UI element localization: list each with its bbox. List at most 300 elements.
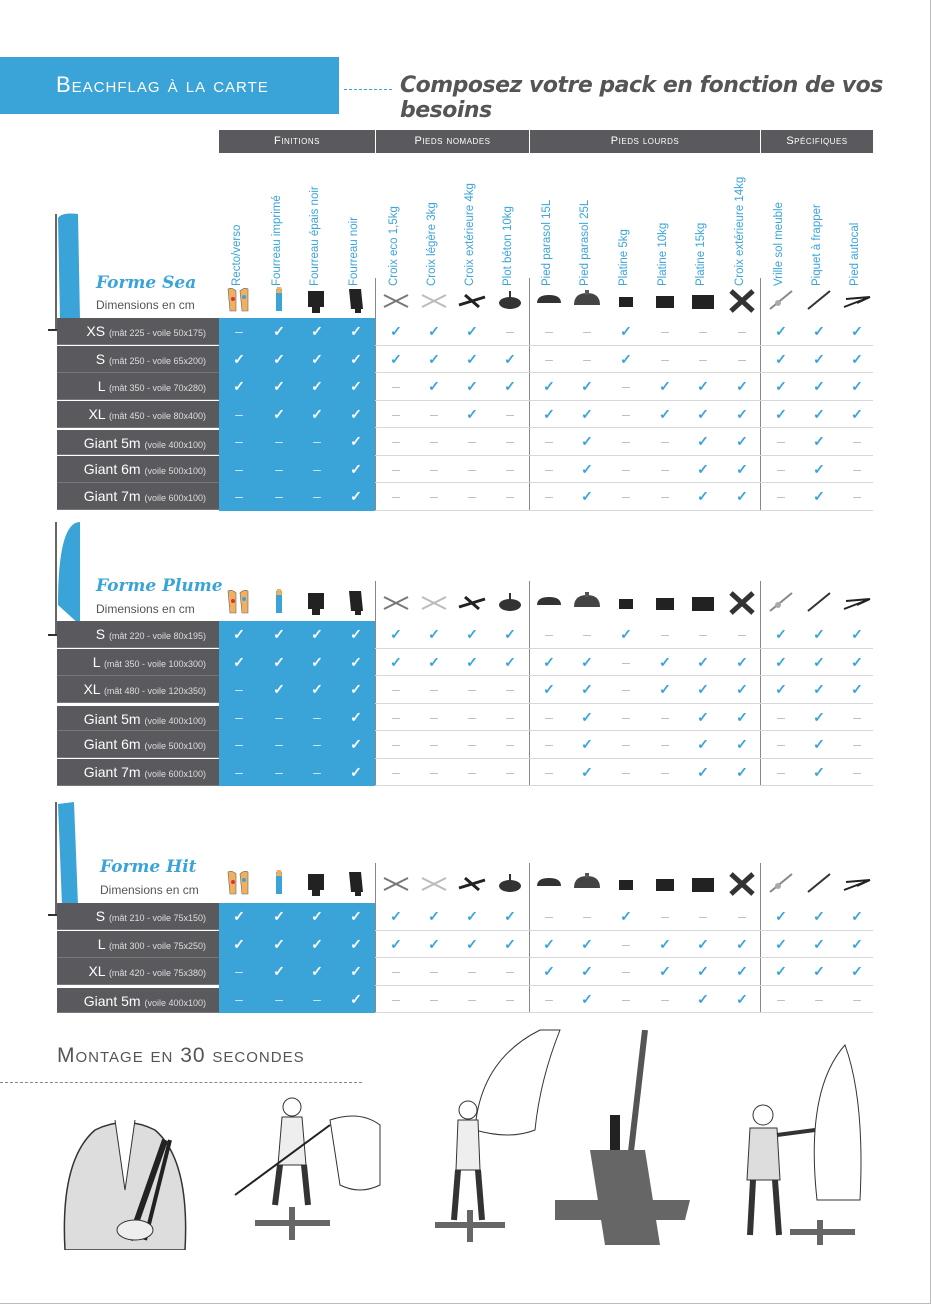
row-size: XL [83,681,104,697]
check-icon: ✓ [466,378,478,394]
row-dimensions: (mât 220 - voile 80x195) [108,631,206,641]
dash-icon: – [392,763,400,780]
row-dimensions: (mât 300 - voile 75x250) [108,940,206,951]
check-icon: ✓ [736,708,748,725]
page-subtitle: Composez votre pack en fonction de vos besoins [400,73,883,123]
dash-icon: – [468,963,476,979]
table-row-label [57,931,219,958]
check-icon: ✓ [775,350,787,367]
section-title: Forme Plume [96,576,223,596]
dash-icon: – [506,405,514,422]
check-icon: ✓ [428,323,440,339]
dash-icon: – [622,963,630,979]
column-header: Croix légère 3kg [426,202,438,286]
dash-icon: – [430,963,438,979]
dash-icon: – [738,323,746,339]
dash-icon: – [853,763,861,780]
dash-icon: – [506,488,514,504]
check-icon: ✓ [466,935,478,952]
dash-icon: – [545,488,553,504]
dash-icon: – [545,626,553,642]
check-icon: ✓ [581,405,593,422]
dash-icon: – [661,990,669,1007]
dash-icon: – [661,708,669,725]
row-dimensions: (mât 420 - voile 75x380) [108,968,206,978]
check-icon: ✓ [736,433,748,449]
dash-icon: – [853,736,861,752]
tripod-icon [842,587,872,615]
parasol-15-icon [534,285,564,313]
check-icon: ✓ [350,460,362,477]
plate-10-icon [650,285,680,313]
check-icon: ✓ [273,378,285,394]
dash-icon: – [235,708,243,725]
row-size: Giant 7m [83,763,145,780]
column-header: Plot béton 10kg [502,206,514,286]
check-icon: ✓ [813,736,825,752]
dash-icon: – [777,708,785,725]
column-header: Fourreau imprimé [271,195,283,286]
dash-icon: – [392,681,400,697]
dash-icon: – [777,460,785,477]
dash-icon: – [815,990,823,1007]
row-size: Giant 6m [83,736,145,752]
check-icon: ✓ [390,626,402,642]
plate-15-icon [688,587,718,615]
dash-icon: – [777,990,785,1007]
dash-icon: – [468,990,476,1007]
dash-icon: – [622,681,630,697]
check-icon: ✓ [697,681,709,697]
check-icon: ✓ [736,378,748,394]
check-icon: ✓ [233,908,245,924]
dash-icon: – [430,460,438,477]
dash-icon: – [468,433,476,449]
check-icon: ✓ [543,378,555,394]
check-icon: ✓ [581,736,593,752]
dash-icon: – [392,736,400,752]
tripod-icon [842,868,872,896]
check-icon: ✓ [350,990,362,1007]
dash-icon: – [392,963,400,979]
check-icon: ✓ [736,935,748,952]
group-pieds-nomades: Pieds nomades [376,130,529,153]
dash-icon: – [392,990,400,1007]
ground-spike-icon [766,285,796,313]
row-size: S [95,908,109,924]
check-icon: ✓ [543,653,555,670]
cross-light-icon [419,285,449,313]
check-icon: ✓ [273,653,285,670]
check-icon: ✓ [350,681,362,697]
assembly-step-5-illustration [735,1040,875,1250]
montage-title: Montage en 30 secondes [57,1044,305,1067]
row-size: L [97,378,109,394]
dash-icon: – [622,488,630,504]
dash-icon: – [313,433,321,449]
check-icon: ✓ [581,460,593,477]
parasol-15-icon [534,587,564,615]
dash-icon: – [853,460,861,477]
dash-icon: – [699,350,707,367]
dash-icon: – [430,736,438,752]
check-icon: ✓ [428,350,440,367]
check-icon: ✓ [813,653,825,670]
assembly-step-3-illustration [430,1020,570,1245]
row-size: S [95,350,109,367]
black-sleeve-icon [341,868,371,896]
cross-eco-icon [381,868,411,896]
check-icon: ✓ [659,653,671,670]
check-icon: ✓ [390,653,402,670]
check-icon: ✓ [736,681,748,697]
dash-icon: – [738,626,746,642]
row-dimensions: (voile 600x100) [144,493,206,503]
dash-icon: – [506,990,514,1007]
check-icon: ✓ [350,908,362,924]
check-icon: ✓ [659,963,671,979]
check-icon: ✓ [851,681,863,697]
dash-icon: – [622,653,630,670]
row-dimensions: (mât 225 - voile 50x175) [108,328,206,338]
dash-icon: – [545,433,553,449]
dash-icon: – [430,763,438,780]
dash-icon: – [275,488,283,504]
row-size: Giant 5m [83,992,145,1009]
check-icon: ✓ [350,653,362,670]
flag-pair-icon [224,868,254,896]
dash-icon: – [583,908,591,924]
row-dimensions: (mât 250 - voile 65x200) [108,355,206,366]
plate-10-icon [650,868,680,896]
dash-icon: – [275,990,283,1007]
check-icon: ✓ [813,935,825,952]
flag-pair-icon [224,587,254,615]
row-size: Giant 7m [83,488,145,504]
dash-icon: – [313,460,321,477]
row-dimensions: (mât 450 - voile 80x400) [108,410,206,421]
dash-icon: – [313,708,321,725]
check-icon: ✓ [233,626,245,642]
check-icon: ✓ [659,378,671,394]
check-icon: ✓ [581,763,593,780]
dash-icon: – [699,323,707,339]
check-icon: ✓ [273,935,285,952]
table-row-label [57,428,219,455]
column-header: Croix eco 1,5kg [388,206,400,286]
check-icon: ✓ [466,405,478,422]
dash-icon: – [506,963,514,979]
check-icon: ✓ [697,433,709,449]
check-icon: ✓ [736,488,748,504]
table-row-label [57,456,219,483]
dash-icon: – [545,323,553,339]
dash-icon: – [506,708,514,725]
parasol-15-icon [534,868,564,896]
check-icon: ✓ [775,626,787,642]
dash-icon: – [738,908,746,924]
dash-icon: – [777,433,785,449]
check-icon: ✓ [311,935,323,952]
column-header: Piquet à frapper [811,204,823,286]
dash-icon: – [661,323,669,339]
dash-icon: – [235,405,243,422]
dash-icon: – [506,736,514,752]
dash-icon: – [313,488,321,504]
check-icon: ✓ [233,350,245,367]
section-subtitle: Dimensions en cm [96,602,195,616]
table-row-label [57,958,219,985]
dash-icon: – [468,460,476,477]
dash-icon: – [661,460,669,477]
page-title: Beachflag à la carte [0,57,339,114]
dash-icon: – [622,763,630,780]
check-icon: ✓ [813,963,825,979]
check-icon: ✓ [428,908,440,924]
dash-icon: – [661,908,669,924]
dash-icon: – [430,405,438,422]
check-icon: ✓ [350,708,362,725]
row-size: XL [88,405,109,422]
check-icon: ✓ [851,378,863,394]
row-dimensions: (mât 480 - voile 120x350) [103,686,206,696]
check-icon: ✓ [813,681,825,697]
check-icon: ✓ [697,736,709,752]
plate-5-icon [611,285,641,313]
check-icon: ✓ [543,405,555,422]
check-icon: ✓ [390,935,402,952]
ground-spike-icon [766,868,796,896]
check-icon: ✓ [813,405,825,422]
plate-10-icon [650,587,680,615]
hammer-peg-icon [804,285,834,313]
check-icon: ✓ [466,323,478,339]
black-sleeve-icon [341,285,371,313]
check-icon: ✓ [697,653,709,670]
dash-icon: – [430,990,438,1007]
table-row-label [57,704,219,731]
dash-icon: – [235,763,243,780]
column-header: Platine 10kg [657,222,669,286]
check-icon: ✓ [581,378,593,394]
check-icon: ✓ [813,433,825,449]
dash-icon: – [506,323,514,339]
dash-icon: – [235,736,243,752]
dash-icon: – [545,990,553,1007]
section-subtitle: Dimensions en cm [100,883,199,897]
dash-icon: – [622,736,630,752]
check-icon: ✓ [736,963,748,979]
cross-light-icon [419,587,449,615]
dash-icon: – [777,488,785,504]
table-row-label [57,621,219,648]
parasol-25-icon [572,868,602,896]
section-subtitle: Dimensions en cm [96,298,195,312]
row-size: S [95,626,109,642]
check-icon: ✓ [659,681,671,697]
dash-icon: – [853,488,861,504]
dash-icon: – [430,708,438,725]
check-icon: ✓ [697,378,709,394]
check-icon: ✓ [428,935,440,952]
check-icon: ✓ [775,681,787,697]
dash-icon: – [468,681,476,697]
dash-icon: – [661,350,669,367]
dash-icon: – [853,990,861,1007]
dash-icon: – [275,708,283,725]
concrete-block-icon [495,587,525,615]
row-size: XL [88,963,109,979]
check-icon: ✓ [350,405,362,422]
check-icon: ✓ [813,350,825,367]
check-icon: ✓ [851,350,863,367]
dash-icon: – [235,963,243,979]
check-icon: ✓ [311,378,323,394]
check-icon: ✓ [311,323,323,339]
table-row-label [57,373,219,400]
dash-icon: – [622,990,630,1007]
check-icon: ✓ [813,708,825,725]
dash-icon: – [622,935,630,952]
dash-icon: – [468,488,476,504]
check-icon: ✓ [350,935,362,952]
row-dimensions: (voile 500x100) [144,465,206,476]
check-icon: ✓ [775,653,787,670]
check-icon: ✓ [350,626,362,642]
dash-icon: – [313,990,321,1007]
cross-light-icon [419,868,449,896]
check-icon: ✓ [466,653,478,670]
parasol-25-icon [572,285,602,313]
row-dimensions: (mât 350 - voile 70x280) [108,383,206,393]
dash-icon: – [430,681,438,697]
dash-icon: – [699,626,707,642]
dash-icon: – [545,736,553,752]
table-row-label [57,903,219,930]
cross-14-icon [727,868,757,896]
check-icon: ✓ [813,488,825,504]
row-size: Giant 5m [83,435,145,451]
table-row-label [57,759,219,786]
dash-icon: – [583,626,591,642]
dash-icon: – [661,736,669,752]
dash-icon: – [622,460,630,477]
check-icon: ✓ [851,908,863,924]
check-icon: ✓ [851,405,863,422]
dash-icon: – [545,763,553,780]
table-row-label [57,346,219,373]
dash-icon: – [392,405,400,422]
check-icon: ✓ [350,963,362,979]
column-header: Fourreau noir [348,216,360,286]
check-icon: ✓ [428,653,440,670]
cross-outdoor-icon [457,285,487,313]
check-icon: ✓ [851,626,863,642]
table-row-label [57,676,219,703]
column-header: Vrille sol meuble [773,202,785,286]
check-icon: ✓ [851,935,863,952]
check-icon: ✓ [659,935,671,952]
check-icon: ✓ [504,935,516,952]
row-dimensions: (voile 400x100) [144,715,206,726]
check-icon: ✓ [697,763,709,780]
thick-black-sleeve-icon [302,285,332,313]
check-icon: ✓ [311,908,323,924]
check-icon: ✓ [697,963,709,979]
check-icon: ✓ [273,405,285,422]
row-dimensions: (voile 400x100) [144,440,206,450]
check-icon: ✓ [273,908,285,924]
check-icon: ✓ [504,908,516,924]
check-icon: ✓ [311,626,323,642]
dash-icon: – [235,488,243,504]
check-icon: ✓ [543,963,555,979]
dash-icon: – [738,350,746,367]
section-title: Forme Sea [96,273,197,293]
dash-icon: – [622,433,630,449]
dash-icon: – [506,681,514,697]
row-dimensions: (voile 600x100) [144,768,206,779]
check-icon: ✓ [350,763,362,780]
dash-icon: – [235,681,243,697]
check-icon: ✓ [775,935,787,952]
check-icon: ✓ [581,681,593,697]
dash-icon: – [506,433,514,449]
check-icon: ✓ [350,488,362,504]
check-icon: ✓ [775,963,787,979]
check-icon: ✓ [428,626,440,642]
check-icon: ✓ [273,626,285,642]
row-dimensions: (voile 400x100) [144,997,206,1008]
group-finitions: Finitions [219,130,375,153]
check-icon: ✓ [775,378,787,394]
check-icon: ✓ [581,488,593,504]
dash-icon: – [545,908,553,924]
check-icon: ✓ [659,405,671,422]
check-icon: ✓ [350,378,362,394]
table-row-label [57,318,219,345]
check-icon: ✓ [851,653,863,670]
cross-eco-icon [381,285,411,313]
check-icon: ✓ [273,323,285,339]
check-icon: ✓ [581,708,593,725]
check-icon: ✓ [311,681,323,697]
dash-icon: – [622,378,630,394]
dash-icon: – [392,378,400,394]
concrete-block-icon [495,285,525,313]
check-icon: ✓ [813,378,825,394]
check-icon: ✓ [273,681,285,697]
check-icon: ✓ [311,653,323,670]
check-icon: ✓ [233,935,245,952]
plate-5-icon [611,868,641,896]
check-icon: ✓ [620,350,632,367]
column-header: Pied autocal [849,222,861,286]
check-icon: ✓ [851,323,863,339]
dash-icon: – [468,763,476,780]
row-size: L [97,935,109,952]
dash-icon: – [468,736,476,752]
dash-icon: – [699,908,707,924]
check-icon: ✓ [620,908,632,924]
check-icon: ✓ [504,350,516,367]
check-icon: ✓ [813,626,825,642]
check-icon: ✓ [851,963,863,979]
check-icon: ✓ [813,460,825,477]
dash-icon: – [235,990,243,1007]
cross-14-icon [727,587,757,615]
montage-dash-divider [0,1082,362,1083]
